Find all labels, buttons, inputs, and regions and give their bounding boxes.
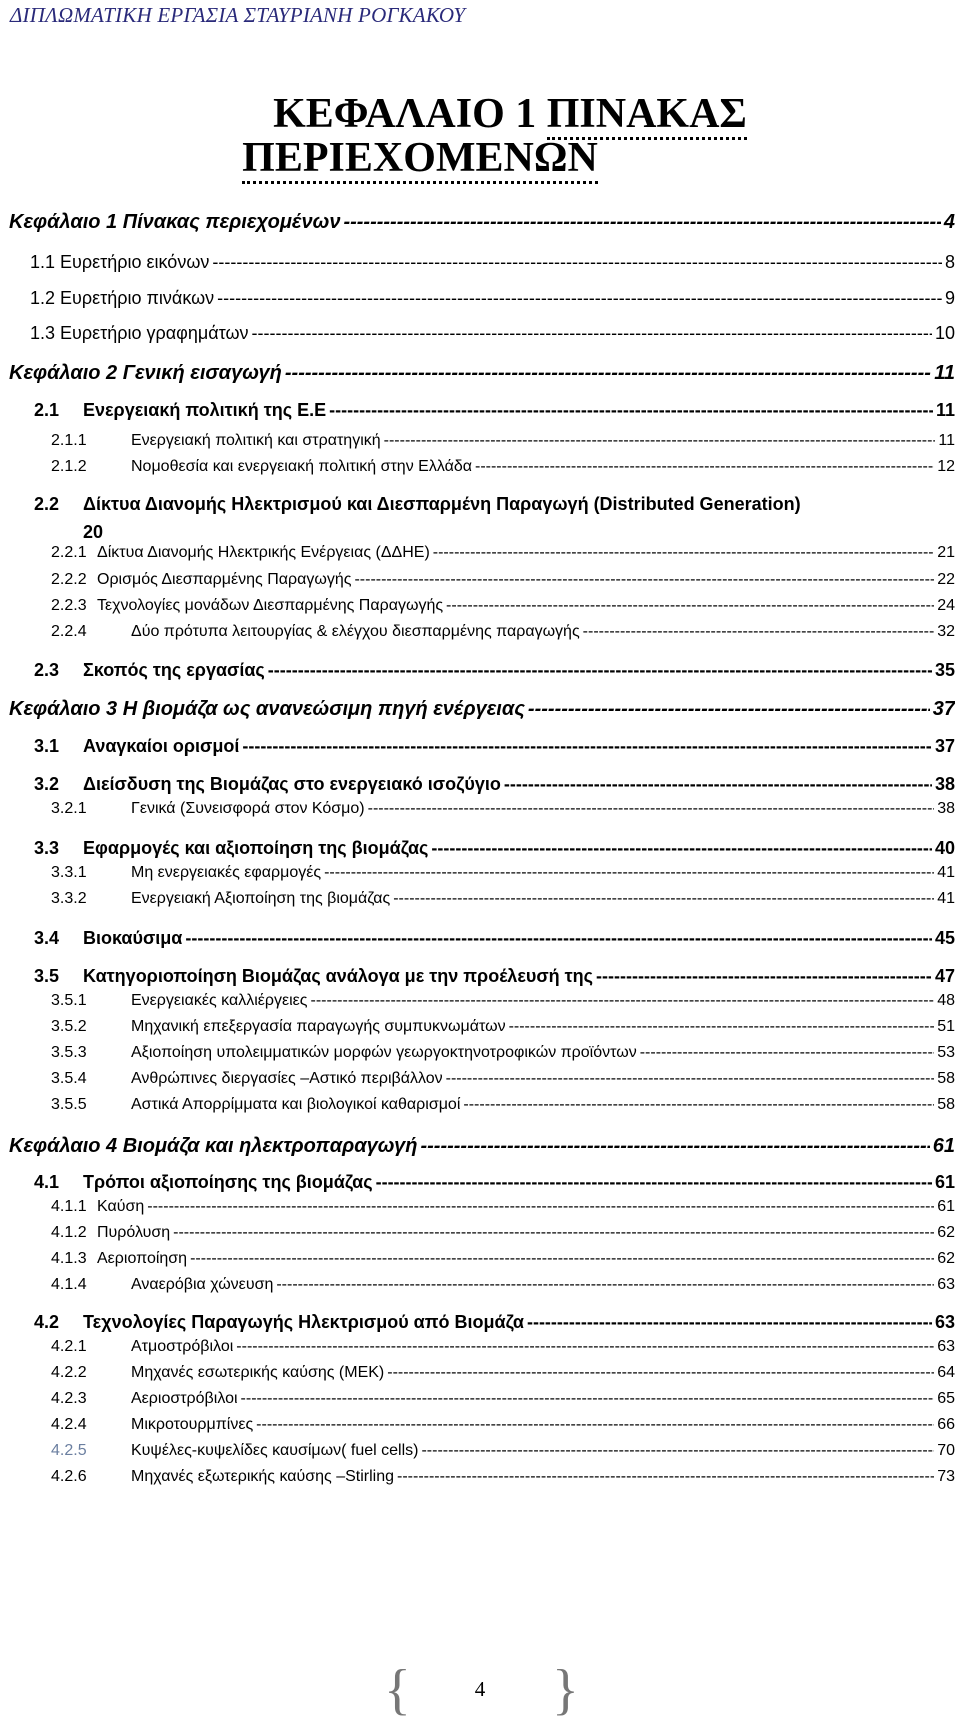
dot-leader bbox=[324, 864, 934, 882]
toc-entry-page: 24 bbox=[937, 597, 955, 614]
toc-entry-page: 47 bbox=[934, 966, 955, 986]
toc-entry-title: 1.3 Ευρετήριο γραφημάτων bbox=[30, 323, 249, 343]
toc-entry-number: 3.3 bbox=[34, 838, 60, 858]
toc-entry-title: Τρόποι αξιοποίησης της βιομάζας bbox=[83, 1172, 373, 1192]
toc-entry[interactable] bbox=[51, 458, 955, 476]
toc-entry[interactable] bbox=[51, 1468, 955, 1486]
toc-entry-title: Αναγκαίοι ορισμοί bbox=[83, 736, 240, 756]
toc-entry-title: Αεριοστρόβιλοι bbox=[131, 1390, 238, 1407]
toc-entry[interactable] bbox=[34, 928, 955, 949]
toc-entry-number: 3.3.2 bbox=[51, 890, 87, 907]
dot-leader bbox=[242, 736, 932, 757]
toc-entry-page: 70 bbox=[937, 1442, 955, 1459]
toc-entry-number: 4.2.3 bbox=[51, 1390, 87, 1407]
dot-leader bbox=[212, 252, 942, 273]
toc-entry-number: 2.2 bbox=[34, 494, 60, 514]
chapter-title-part3: ΠΕΡΙΕΧΟΜΕΝΩΝ bbox=[242, 135, 598, 184]
toc-entry-title: 1.1 Ευρετήριο εικόνων bbox=[30, 252, 210, 272]
toc-entry-title: Κεφάλαιο 3 Η βιομάζα ως ανανεώσιμη πηγή ενέργειας bbox=[9, 698, 525, 720]
toc-entry-page: 38 bbox=[937, 800, 955, 817]
toc-entry-title: Βιοκαύσιμα bbox=[83, 928, 183, 948]
toc-entry-number: 2.1 bbox=[34, 400, 60, 420]
dot-leader bbox=[276, 1276, 934, 1294]
toc-entry-title: Ατμοστρόβιλοι bbox=[131, 1338, 234, 1355]
toc-entry-number: 3.2 bbox=[34, 774, 60, 794]
toc-entry-title: Δύο πρότυπα λειτουργίας & ελέγχου διεσπαρμένης παραγωγής bbox=[131, 623, 580, 640]
toc-entry-title: Αξιοποίηση υπολειμματικών μορφών γεωργοκτηνοτροφικών προϊόντων bbox=[131, 1044, 637, 1061]
toc-entry[interactable] bbox=[51, 1338, 955, 1356]
toc-entry-page: 63 bbox=[937, 1276, 955, 1293]
toc-entry[interactable] bbox=[34, 1312, 955, 1333]
right-bracket-icon: } bbox=[552, 1659, 579, 1721]
toc-entry-number: 2.2.2 bbox=[51, 571, 87, 588]
toc-entry-number: 3.5.5 bbox=[51, 1096, 87, 1113]
toc-entry[interactable] bbox=[9, 362, 955, 385]
dot-leader bbox=[185, 928, 932, 949]
toc-entry[interactable] bbox=[30, 323, 955, 344]
toc-entry-page: 61 bbox=[932, 1135, 955, 1157]
dot-leader bbox=[420, 1135, 929, 1158]
toc-entry-page: 66 bbox=[937, 1416, 955, 1433]
toc-entry-page: 20 bbox=[83, 522, 104, 542]
toc-entry-title: Αναερόβια χώνευση bbox=[131, 1276, 274, 1293]
toc-entry-title: Ανθρώπινες διεργασίες –Αστικό περιβάλλον bbox=[131, 1070, 443, 1087]
chapter-title bbox=[0, 92, 960, 180]
toc-entry-page: 73 bbox=[937, 1468, 955, 1485]
toc-entry[interactable] bbox=[30, 252, 955, 273]
toc-entry-page: 12 bbox=[937, 458, 955, 475]
toc-entry[interactable] bbox=[51, 544, 955, 562]
toc-entry-title: Ορισμός Διεσπαρμένης Παραγωγής bbox=[97, 571, 352, 588]
toc-entry-page: 37 bbox=[932, 698, 955, 720]
toc-entry-title: Κεφάλαιο 2 Γενική εισαγωγή bbox=[9, 362, 282, 384]
toc-entry-page: 41 bbox=[937, 864, 955, 881]
toc-entry-number: 3.5.3 bbox=[51, 1044, 87, 1061]
toc-entry-page: 40 bbox=[934, 838, 955, 858]
dot-leader bbox=[147, 1198, 934, 1216]
toc-entry[interactable] bbox=[51, 1364, 955, 1382]
toc-entry-page: 21 bbox=[937, 544, 955, 561]
toc-entry-number: 4.1.1 bbox=[51, 1198, 87, 1215]
toc-entry-title: Μηχανές εσωτερικής καύσης (ΜΕΚ) bbox=[131, 1364, 385, 1381]
toc-entry-title: Κατηγοριοποίηση Βιομάζας ανάλογα με την προέλευσή της bbox=[83, 966, 594, 986]
toc-entry-title: Ενεργειακές καλλιέργειες bbox=[131, 992, 308, 1009]
toc-entry-title: Μη ενεργειακές εφαρμογές bbox=[131, 864, 322, 881]
toc-entry-title: 1.2 Ευρετήριο πινάκων bbox=[30, 288, 215, 308]
dot-leader bbox=[527, 1312, 932, 1333]
dot-leader bbox=[376, 1172, 932, 1193]
left-bracket-icon: { bbox=[384, 1659, 411, 1721]
toc-entry-title: Αεριοποίηση bbox=[97, 1250, 188, 1267]
toc-entry[interactable] bbox=[51, 1224, 955, 1242]
toc-entry-number: 4.1.3 bbox=[51, 1250, 87, 1267]
toc-entry[interactable] bbox=[51, 1276, 955, 1294]
toc-entry-title: Ενεργειακή πολιτική και στρατηγική bbox=[131, 432, 381, 449]
dot-leader bbox=[190, 1250, 934, 1268]
toc-entry[interactable] bbox=[51, 800, 955, 818]
dot-leader bbox=[397, 1468, 934, 1486]
toc-entry-page: 35 bbox=[934, 660, 955, 680]
dot-leader bbox=[446, 1070, 935, 1088]
toc-entry-title: Ενεργειακή Αξιοποίηση της βιομάζας bbox=[131, 890, 391, 907]
toc-entry-number: 4.2.4 bbox=[51, 1416, 87, 1433]
toc-entry-page: 48 bbox=[937, 992, 955, 1009]
toc-entry-page: 4 bbox=[943, 211, 955, 233]
toc-entry[interactable] bbox=[51, 571, 955, 589]
toc-entry-page: 62 bbox=[937, 1250, 955, 1267]
toc-entry-page: 10 bbox=[934, 323, 955, 343]
toc-entry-page: 37 bbox=[934, 736, 955, 756]
dot-leader bbox=[640, 1044, 934, 1062]
toc-entry-number: 2.1.1 bbox=[51, 432, 87, 449]
dot-leader bbox=[463, 1096, 934, 1114]
dot-leader bbox=[241, 1390, 935, 1408]
dot-leader bbox=[285, 362, 931, 385]
toc-entry-number: 4.1.2 bbox=[51, 1224, 87, 1241]
toc-entry-title: Κυψέλες-κυψελίδες καυσίμων( fuel cells) bbox=[131, 1442, 419, 1459]
toc-entry-number: 3.2.1 bbox=[51, 800, 87, 817]
toc-entry[interactable] bbox=[9, 211, 955, 234]
dot-leader bbox=[236, 1338, 934, 1356]
toc-entry-title: Εφαρμογές και αξιοποίηση της βιομάζας bbox=[83, 838, 429, 858]
toc-entry[interactable] bbox=[34, 966, 955, 987]
toc-entry-page: 38 bbox=[934, 774, 955, 794]
page-footer bbox=[0, 1659, 960, 1721]
toc-entry[interactable] bbox=[51, 1390, 955, 1408]
toc-entry-page: 53 bbox=[937, 1044, 955, 1061]
toc-entry-page: 58 bbox=[937, 1070, 955, 1087]
dot-leader bbox=[387, 1364, 934, 1382]
toc-entry[interactable] bbox=[34, 494, 955, 546]
toc-entry-page: 62 bbox=[937, 1224, 955, 1241]
toc-entry-number: 3.5.2 bbox=[51, 1018, 87, 1035]
toc-entry[interactable] bbox=[34, 736, 955, 757]
toc-entry-title: Γενικά (Συνεισφορά στον Κόσμο) bbox=[131, 800, 365, 817]
toc-entry[interactable] bbox=[51, 1096, 955, 1114]
toc-entry-page: 41 bbox=[937, 890, 955, 907]
dot-leader bbox=[475, 458, 934, 476]
toc-entry-page: 65 bbox=[937, 1390, 955, 1407]
toc-entry-title: Αστικά Απορρίμματα και βιολογικοί καθαρισμοί bbox=[131, 1096, 461, 1113]
dot-leader bbox=[368, 800, 935, 818]
toc-entry-title: Κεφάλαιο 1 Πίνακας περιεχομένων bbox=[9, 211, 341, 233]
toc-entry-title: Κεφάλαιο 4 Βιομάζα και ηλεκτροπαραγωγή bbox=[9, 1135, 418, 1157]
toc-entry-title: Σκοπός της εργασίας bbox=[83, 660, 265, 680]
dot-leader bbox=[311, 992, 935, 1010]
toc-entry[interactable] bbox=[51, 864, 955, 882]
toc-entry-page: 51 bbox=[937, 1018, 955, 1035]
toc-entry-page: 45 bbox=[934, 928, 955, 948]
toc-entry-number: 2.2.3 bbox=[51, 597, 87, 614]
toc-entry[interactable] bbox=[9, 698, 955, 721]
dot-leader bbox=[504, 774, 932, 795]
toc-entry[interactable] bbox=[51, 1018, 955, 1036]
toc-entry-number: 3.4 bbox=[34, 928, 60, 948]
toc-entry-number: 4.2 bbox=[34, 1312, 60, 1332]
toc-entry-title: Τεχνολογίες μονάδων Διεσπαρμένης Παραγωγής bbox=[97, 597, 444, 614]
dot-leader bbox=[433, 544, 934, 562]
toc-entry[interactable] bbox=[34, 1172, 955, 1193]
toc-entry-number: 2.1.2 bbox=[51, 458, 87, 475]
toc-entry-page: 8 bbox=[944, 252, 955, 272]
toc-entry-number: 3.1 bbox=[34, 736, 60, 756]
toc-entry[interactable] bbox=[9, 1135, 955, 1158]
dot-leader bbox=[256, 1416, 934, 1434]
toc-entry-title: Νομοθεσία και ενεργειακή πολιτική στην Ελλάδα bbox=[131, 458, 472, 475]
toc-entry-number: 4.1.4 bbox=[51, 1276, 87, 1293]
toc-entry[interactable] bbox=[51, 1442, 955, 1460]
toc-entry-page: 11 bbox=[938, 432, 955, 449]
toc-entry-page: 11 bbox=[935, 400, 955, 420]
toc-entry-number: 4.2.2 bbox=[51, 1364, 87, 1381]
dot-leader bbox=[421, 1442, 934, 1460]
toc-entry[interactable] bbox=[51, 992, 955, 1010]
chapter-title-part2: ΠΙΝΑΚΑΣ bbox=[547, 91, 747, 140]
toc-entry[interactable] bbox=[51, 1044, 955, 1062]
dot-leader bbox=[446, 597, 934, 615]
toc-entry-number: 3.5 bbox=[34, 966, 60, 986]
dot-leader bbox=[509, 1018, 935, 1036]
dot-leader bbox=[343, 211, 940, 234]
toc-entry[interactable] bbox=[51, 1198, 955, 1216]
toc-entry-page: 64 bbox=[937, 1364, 955, 1381]
toc-entry-number: 2.2.4 bbox=[51, 623, 87, 640]
toc-entry-page: 11 bbox=[934, 362, 955, 384]
toc-entry[interactable] bbox=[51, 623, 955, 641]
dot-leader bbox=[329, 400, 933, 421]
toc-entry[interactable] bbox=[51, 432, 955, 450]
dot-leader bbox=[583, 623, 935, 641]
toc-entry-title: Ενεργειακή πολιτική της Ε.Ε bbox=[83, 400, 327, 420]
toc-entry-number: 2.2.1 bbox=[51, 544, 87, 561]
toc-entry-number: 4.2.1 bbox=[51, 1338, 87, 1355]
dot-leader bbox=[354, 571, 934, 589]
toc-entry[interactable] bbox=[51, 890, 955, 908]
toc-entry[interactable] bbox=[34, 660, 955, 681]
toc-entry-title: Μηχανική επεξεργασία παραγωγής συμπυκνωμάτων bbox=[131, 1018, 506, 1035]
toc-entry-page: 32 bbox=[937, 623, 955, 640]
toc-entry-page: 61 bbox=[934, 1172, 955, 1192]
running-header: ΔΙΠΛΩΜΑΤΙΚΗ ΕΡΓΑΣΙΑ ΣΤΑΥΡΙΑΝΗ ΡΟΓΚΑΚΟΥ bbox=[10, 3, 466, 27]
toc-entry[interactable] bbox=[34, 400, 955, 421]
toc-entry-number: 2.3 bbox=[34, 660, 60, 680]
toc-entry[interactable] bbox=[34, 838, 955, 859]
toc-entry-number: 4.2.6 bbox=[51, 1468, 87, 1485]
toc-entry-page: 58 bbox=[937, 1096, 955, 1113]
dot-leader bbox=[252, 323, 932, 344]
toc-entry-number: 3.5.1 bbox=[51, 992, 87, 1009]
toc-entry[interactable] bbox=[30, 288, 955, 309]
toc-entry-number: 4.1 bbox=[34, 1172, 60, 1192]
toc-entry-title: Δίκτυα Διανομής Ηλεκτρικής Ενέργειας (ΔΔΗΕ) bbox=[97, 544, 430, 561]
dot-leader bbox=[173, 1224, 934, 1242]
toc-entry[interactable] bbox=[34, 774, 955, 795]
toc-entry-page: 63 bbox=[937, 1338, 955, 1355]
toc-entry[interactable] bbox=[51, 1416, 955, 1434]
toc-entry-title: Καύση bbox=[97, 1198, 145, 1215]
toc-entry-number: 3.5.4 bbox=[51, 1070, 87, 1087]
toc-entry-page: 22 bbox=[937, 571, 955, 588]
toc-entry[interactable] bbox=[51, 1070, 955, 1088]
toc-entry-title: Πυρόλυση bbox=[97, 1224, 171, 1241]
toc-entry-page: 61 bbox=[937, 1198, 955, 1215]
chapter-title-part1: ΚΕΦΑΛΑΙΟ 1 bbox=[273, 91, 537, 137]
dot-leader bbox=[268, 660, 932, 681]
toc-entry-number: 3.3.1 bbox=[51, 864, 87, 881]
toc-entry-title: Δίκτυα Διανομής Ηλεκτρισμού και Διεσπαρμένη Παραγωγή (Distributed Generation) bbox=[83, 494, 801, 514]
toc-entry-title: Μικροτουρμπίνες bbox=[131, 1416, 254, 1433]
toc-entry[interactable] bbox=[51, 597, 955, 615]
dot-leader bbox=[528, 698, 930, 721]
toc-entry-title: Διείσδυση της Βιομάζας στο ενεργειακό ισοζύγιο bbox=[83, 774, 501, 794]
toc-entry-title: Τεχνολογίες Παραγωγής Ηλεκτρισμού από Βιομάζα bbox=[83, 1312, 524, 1332]
toc-entry-page: 9 bbox=[944, 288, 955, 308]
toc-entry-page: 63 bbox=[934, 1312, 955, 1332]
toc-entry-number: 4.2.5 bbox=[51, 1442, 87, 1459]
dot-leader bbox=[393, 890, 934, 908]
dot-leader bbox=[217, 288, 942, 309]
page-number: 4 bbox=[474, 1677, 486, 1701]
toc-entry[interactable] bbox=[51, 1250, 955, 1268]
dot-leader bbox=[431, 838, 932, 859]
dot-leader bbox=[596, 966, 932, 987]
toc-entry-title: Μηχανές εξωτερικής καύσης –Stirling bbox=[131, 1468, 394, 1485]
dot-leader bbox=[384, 432, 936, 450]
